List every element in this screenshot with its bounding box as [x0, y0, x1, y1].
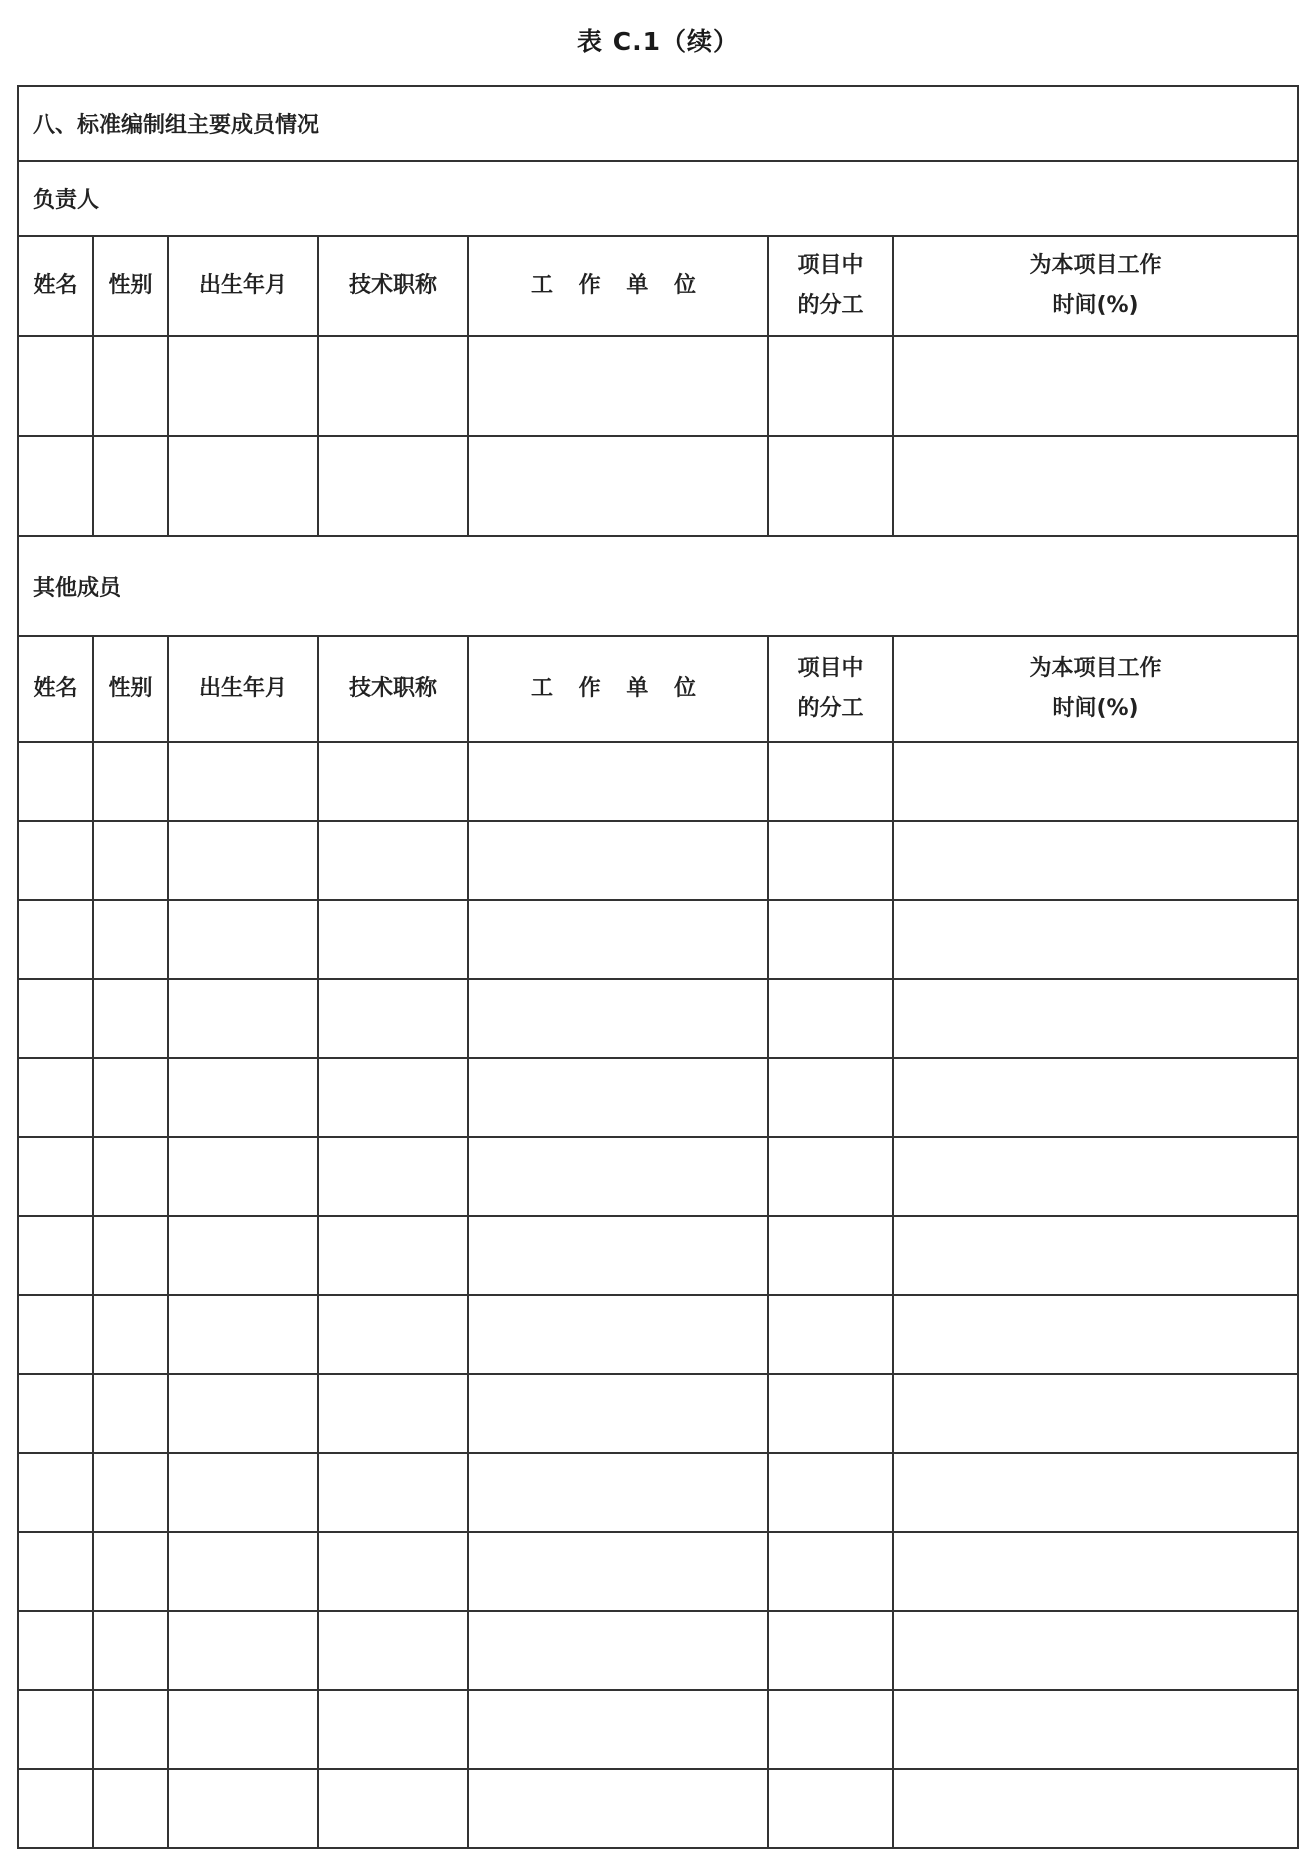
- gender-cell[interactable]: [93, 1137, 168, 1216]
- time-cell[interactable]: [893, 1295, 1298, 1374]
- name-cell[interactable]: [18, 1058, 93, 1137]
- birth-cell[interactable]: [168, 742, 318, 821]
- gender-cell[interactable]: [93, 336, 168, 436]
- unit-cell[interactable]: [468, 1611, 768, 1690]
- unit-cell[interactable]: [468, 742, 768, 821]
- member-entry-row: [18, 821, 1298, 900]
- time-cell[interactable]: [893, 336, 1298, 436]
- role-cell[interactable]: [768, 821, 893, 900]
- name-cell[interactable]: [18, 1295, 93, 1374]
- time-cell[interactable]: [893, 821, 1298, 900]
- title-cell[interactable]: [318, 1058, 468, 1137]
- gender-cell[interactable]: [93, 1374, 168, 1453]
- time-cell[interactable]: [893, 1690, 1298, 1769]
- name-cell[interactable]: [18, 1690, 93, 1769]
- members-section-label: 其他成员: [18, 536, 1298, 636]
- birth-cell[interactable]: [168, 1690, 318, 1769]
- title-cell[interactable]: [318, 900, 468, 979]
- leader-header-row: [18, 236, 1298, 336]
- unit-cell[interactable]: [468, 1058, 768, 1137]
- gender-cell[interactable]: [93, 1611, 168, 1690]
- unit-cell[interactable]: [468, 1295, 768, 1374]
- time-cell[interactable]: [893, 1374, 1298, 1453]
- birth-cell[interactable]: [168, 1611, 318, 1690]
- gender-cell[interactable]: [93, 1216, 168, 1295]
- role-cell[interactable]: [768, 1769, 893, 1848]
- member-entry-row: [18, 1690, 1298, 1769]
- role-cell[interactable]: [768, 1532, 893, 1611]
- member-entry-row: [18, 1611, 1298, 1690]
- member-entry-row: [18, 1216, 1298, 1295]
- member-entry-row: [18, 1532, 1298, 1611]
- name-cell[interactable]: [18, 1216, 93, 1295]
- member-info-table: [17, 85, 1299, 1849]
- name-cell[interactable]: [18, 1453, 93, 1532]
- unit-cell[interactable]: [468, 1690, 768, 1769]
- header-time: 为本项目工作 时间(%): [893, 236, 1298, 336]
- header-title: 技术职称: [318, 236, 468, 336]
- time-cell[interactable]: [893, 436, 1298, 536]
- members-header-row: [18, 636, 1298, 742]
- birth-cell[interactable]: [168, 821, 318, 900]
- member-entry-row: [18, 1769, 1298, 1848]
- header-name: 姓名: [18, 636, 93, 742]
- role-cell[interactable]: [768, 436, 893, 536]
- role-cell[interactable]: [768, 979, 893, 1058]
- header-title: 技术职称: [318, 636, 468, 742]
- role-cell[interactable]: [768, 1453, 893, 1532]
- time-cell[interactable]: [893, 1058, 1298, 1137]
- title-cell[interactable]: [318, 1295, 468, 1374]
- title-cell[interactable]: [318, 821, 468, 900]
- member-entry-row: [18, 742, 1298, 821]
- role-cell[interactable]: [768, 742, 893, 821]
- section-title-row: [18, 86, 1298, 161]
- role-cell[interactable]: [768, 1058, 893, 1137]
- gender-cell[interactable]: [93, 1453, 168, 1532]
- header-gender: 性别: [93, 236, 168, 336]
- name-cell[interactable]: [18, 900, 93, 979]
- name-cell[interactable]: [18, 1374, 93, 1453]
- header-time: 为本项目工作 时间(%): [893, 636, 1298, 742]
- role-cell[interactable]: [768, 1374, 893, 1453]
- leader-entry-row: [18, 336, 1298, 436]
- birth-cell[interactable]: [168, 900, 318, 979]
- birth-cell[interactable]: [168, 1769, 318, 1848]
- header-unit: 工 作 单 位: [468, 636, 768, 742]
- unit-cell[interactable]: [468, 436, 768, 536]
- name-cell[interactable]: [18, 1532, 93, 1611]
- title-cell[interactable]: [318, 979, 468, 1058]
- role-cell[interactable]: [768, 336, 893, 436]
- name-cell[interactable]: [18, 1611, 93, 1690]
- gender-cell[interactable]: [93, 1769, 168, 1848]
- name-cell[interactable]: [18, 336, 93, 436]
- title-cell[interactable]: [318, 1374, 468, 1453]
- name-cell[interactable]: [18, 979, 93, 1058]
- unit-cell[interactable]: [468, 1532, 768, 1611]
- header-role: 项目中 的分工: [768, 636, 893, 742]
- header-birth: 出生年月: [168, 236, 318, 336]
- time-cell[interactable]: [893, 1769, 1298, 1848]
- member-entry-row: [18, 1295, 1298, 1374]
- header-unit: 工 作 单 位: [468, 236, 768, 336]
- role-cell[interactable]: [768, 900, 893, 979]
- title-cell[interactable]: [318, 1453, 468, 1532]
- member-entry-row: [18, 900, 1298, 979]
- unit-cell[interactable]: [468, 1137, 768, 1216]
- role-cell[interactable]: [768, 1690, 893, 1769]
- leader-label-row: [18, 161, 1298, 236]
- birth-cell[interactable]: [168, 1453, 318, 1532]
- role-cell[interactable]: [768, 1216, 893, 1295]
- title-cell[interactable]: [318, 1216, 468, 1295]
- unit-cell[interactable]: [468, 336, 768, 436]
- member-entry-row: [18, 979, 1298, 1058]
- birth-cell[interactable]: [168, 1374, 318, 1453]
- name-cell[interactable]: [18, 436, 93, 536]
- time-cell[interactable]: [893, 1216, 1298, 1295]
- name-cell[interactable]: [18, 1769, 93, 1848]
- role-cell[interactable]: [768, 1295, 893, 1374]
- leader-section-label: 负责人: [18, 161, 1298, 236]
- birth-cell[interactable]: [168, 436, 318, 536]
- birth-cell[interactable]: [168, 1295, 318, 1374]
- time-cell[interactable]: [893, 742, 1298, 821]
- title-cell[interactable]: [318, 1690, 468, 1769]
- members-label-row: [18, 536, 1298, 636]
- birth-cell[interactable]: [168, 1216, 318, 1295]
- time-cell[interactable]: [893, 1611, 1298, 1690]
- name-cell[interactable]: [18, 742, 93, 821]
- gender-cell[interactable]: [93, 742, 168, 821]
- title-cell[interactable]: [318, 1532, 468, 1611]
- birth-cell[interactable]: [168, 1137, 318, 1216]
- role-cell[interactable]: [768, 1611, 893, 1690]
- gender-cell[interactable]: [93, 1058, 168, 1137]
- header-role: 项目中 的分工: [768, 236, 893, 336]
- section-title: 八、标准编制组主要成员情况: [18, 86, 1298, 161]
- unit-cell[interactable]: [468, 821, 768, 900]
- gender-cell[interactable]: [93, 436, 168, 536]
- title-cell[interactable]: [318, 742, 468, 821]
- member-entry-row: [18, 1374, 1298, 1453]
- header-birth: 出生年月: [168, 636, 318, 742]
- header-gender: 性别: [93, 636, 168, 742]
- unit-cell[interactable]: [468, 1374, 768, 1453]
- gender-cell[interactable]: [93, 1295, 168, 1374]
- birth-cell[interactable]: [168, 979, 318, 1058]
- birth-cell[interactable]: [168, 1532, 318, 1611]
- gender-cell[interactable]: [93, 821, 168, 900]
- member-entry-row: [18, 1137, 1298, 1216]
- title-cell[interactable]: [318, 336, 468, 436]
- member-entry-row: [18, 1058, 1298, 1137]
- title-cell[interactable]: [318, 436, 468, 536]
- title-cell[interactable]: [318, 1769, 468, 1848]
- unit-cell[interactable]: [468, 1769, 768, 1848]
- gender-cell[interactable]: [93, 1532, 168, 1611]
- birth-cell[interactable]: [168, 336, 318, 436]
- birth-cell[interactable]: [168, 1058, 318, 1137]
- unit-cell[interactable]: [468, 1453, 768, 1532]
- leader-entry-row: [18, 436, 1298, 536]
- unit-cell[interactable]: [468, 900, 768, 979]
- time-cell[interactable]: [893, 979, 1298, 1058]
- gender-cell[interactable]: [93, 1690, 168, 1769]
- time-cell[interactable]: [893, 1453, 1298, 1532]
- name-cell[interactable]: [18, 1137, 93, 1216]
- gender-cell[interactable]: [93, 979, 168, 1058]
- name-cell[interactable]: [18, 821, 93, 900]
- gender-cell[interactable]: [93, 900, 168, 979]
- title-cell[interactable]: [318, 1137, 468, 1216]
- time-cell[interactable]: [893, 900, 1298, 979]
- title-cell[interactable]: [318, 1611, 468, 1690]
- unit-cell[interactable]: [468, 1216, 768, 1295]
- header-name: 姓名: [18, 236, 93, 336]
- unit-cell[interactable]: [468, 979, 768, 1058]
- time-cell[interactable]: [893, 1532, 1298, 1611]
- member-entry-row: [18, 1453, 1298, 1532]
- role-cell[interactable]: [768, 1137, 893, 1216]
- time-cell[interactable]: [893, 1137, 1298, 1216]
- table-caption: 表 C.1（续）: [577, 27, 739, 56]
